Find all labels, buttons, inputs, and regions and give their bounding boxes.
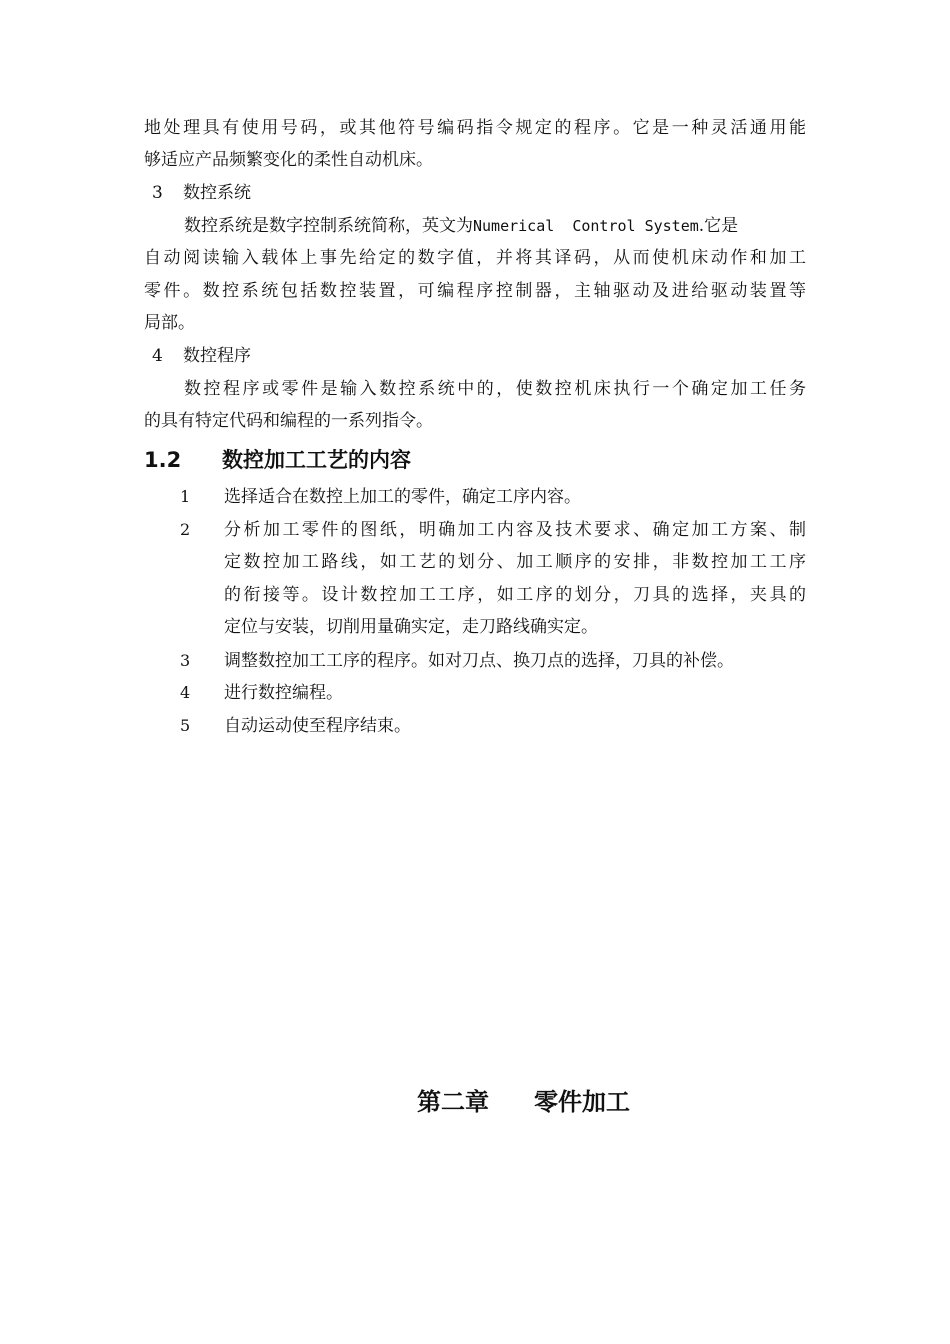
subsection-4-number: 4: [152, 346, 163, 366]
list-item-text: 进行数控编程。: [224, 683, 343, 703]
list-item-number: 4: [180, 683, 191, 702]
subsection-3-title: 数控系统: [183, 183, 251, 203]
section-number: 1.2: [144, 448, 182, 472]
chapter-title: 零件加工: [534, 1088, 630, 1116]
subsection-3-para-line-3: 零件。数控系统包括数控装置，可编程序控制器，主轴驱动及进给驱动装置等: [144, 281, 806, 301]
subsection-3-para-line-4: 局部。: [144, 313, 195, 333]
subsection-3-para-cn: 数控系统是数字控制系统简称，英文为: [184, 216, 473, 236]
list-item-number: 5: [180, 716, 191, 735]
subsection-3-para-tail: .它是: [698, 216, 739, 236]
section-title: 数控加工工艺的内容: [222, 448, 411, 472]
list-item-text: 自动运动使至程序结束。: [224, 716, 411, 736]
subsection-4-para-line-1: 数控程序或零件是输入数控系统中的，使数控机床执行一个确定加工任务: [184, 379, 806, 399]
list-item-text: 定数控加工路线，如工艺的划分、加工顺序的安排，非数控加工工序: [224, 552, 806, 572]
subsection-3-para-line-2: 自动阅读输入载体上事先给定的数字值，并将其译码，从而使机床动作和加工: [144, 248, 806, 268]
chapter-number: 第二章: [417, 1088, 489, 1116]
subsection-4-title: 数控程序: [183, 346, 251, 366]
subsection-4-para-line-2: 的具有特定代码和编程的一系列指令。: [144, 411, 433, 431]
list-item-number: 1: [180, 487, 191, 506]
list-item-text: 分析加工零件的图纸，明确加工内容及技术要求、确定加工方案、制: [224, 520, 806, 540]
list-item-number: 2: [180, 520, 191, 539]
list-item-text: 调整数控加工工序的程序。如对刀点、换刀点的选择，刀具的补偿。: [224, 651, 734, 671]
section-heading: [144, 446, 411, 474]
intro-line-1: 地处理具有使用号码，或其他符号编码指令规定的程序。它是一种灵活通用能: [144, 118, 806, 138]
list-item-text: 定位与安装，切削用量确实定，走刀路线确实定。: [224, 617, 598, 637]
list-item-text: 的衔接等。设计数控加工工序，如工序的划分，刀具的选择，夹具的: [224, 585, 806, 605]
subsection-4-heading: [152, 345, 251, 367]
list-item-number: 3: [180, 651, 191, 670]
chapter-heading: [417, 1086, 630, 1118]
subsection-3-para-en: Numerical Control System: [473, 217, 699, 235]
subsection-3-para-line-1: [184, 215, 806, 237]
list-item-text: 选择适合在数控上加工的零件，确定工序内容。: [224, 487, 581, 507]
subsection-3-heading: [152, 182, 251, 204]
intro-line-2: 够适应产品频繁变化的柔性自动机床。: [144, 150, 433, 170]
subsection-3-number: 3: [152, 183, 163, 203]
